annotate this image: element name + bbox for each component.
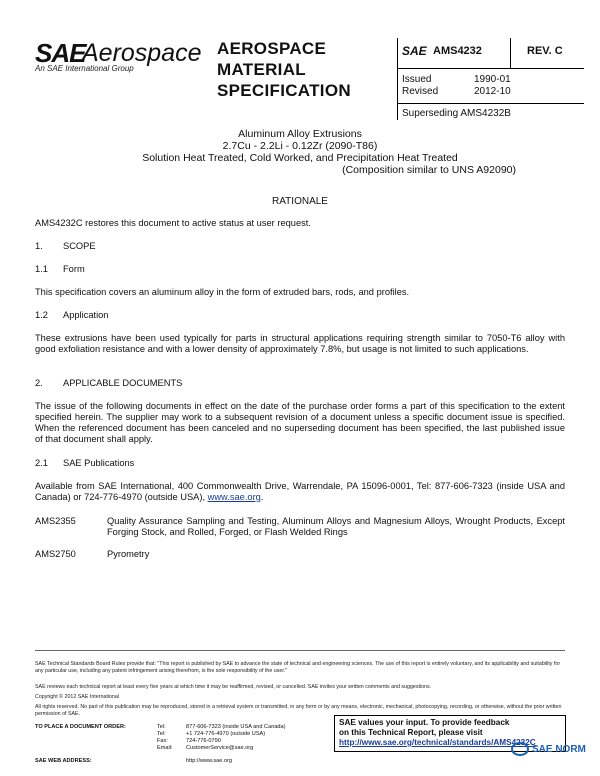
- copyright-text: Copyright © 2012 SAE International: [35, 694, 119, 700]
- composition-note: (Composition similar to UNS A92090): [342, 164, 516, 176]
- footer-review-text: SAE reviews each technical report at least every five years at which time it may be reaffirmed, revised, or cancelled. SAE invites your written comments and suggestions.: [35, 684, 432, 690]
- section-2-heading: [35, 378, 182, 388]
- document-number: AMS4232: [433, 45, 482, 57]
- feedback-line-1: SAE values your input. To provide feedback: [339, 718, 510, 727]
- sae-mini-logo: SAE: [402, 44, 427, 58]
- logo-subtitle: An SAE International Group: [35, 64, 134, 73]
- section-2-1-heading: [35, 458, 134, 468]
- section-number: 1.: [35, 241, 43, 251]
- section-title: Form: [63, 264, 85, 274]
- rights-text: All rights reserved. No part of this publication may be reproduced, stored in a retrieval system or transmitted, in any form or by any means, electronic, mechanical, photocopying, recording, or otherwise, without the prior written permission of SAE.: [35, 704, 562, 717]
- header-vertical-divider: [510, 38, 511, 68]
- section-1-1-text: This specification covers an aluminum alloy in the form of extruded bars, rods, and profiles.: [35, 287, 410, 297]
- issued-label: Issued: [402, 74, 432, 85]
- subtitle-line-3: Solution Heat Treated, Cold Worked, and Precipitation Heat Treated: [142, 152, 458, 164]
- order-email-value: CustomerService@sae.org: [186, 745, 254, 751]
- subtitle-line-1: Aluminum Alloy Extrusions: [238, 128, 362, 140]
- order-value: 877-606-7323 (inside USA and Canada): [186, 724, 286, 730]
- sae-website-link[interactable]: www.sae.org: [207, 492, 261, 502]
- superseding-note: Superseding AMS4232B: [402, 108, 511, 119]
- order-value: +1 724-776-4970 (outside USA): [186, 731, 266, 737]
- title-line-3: SPECIFICATION: [217, 81, 351, 100]
- section-2-text: The issue of the following documents in effect on the date of the purchase order forms a part of this specification to the extent specified herein. The supplier may work to a subsequent revision of a document unless a specific document issue is specified. When the referenced document has been canceled and no superseding document has been specified, the last published issue of that document shall apply.: [35, 401, 565, 444]
- footer-rule: [35, 650, 565, 651]
- section-1-heading: [35, 241, 96, 251]
- section-1-1-heading: [35, 264, 85, 274]
- document-type-title: [217, 38, 351, 101]
- section-number: 2.: [35, 378, 43, 388]
- title-line-2: MATERIAL: [217, 60, 306, 79]
- rationale-text: AMS4232C restores this document to active status at user request.: [35, 218, 311, 228]
- document-subtitle: [0, 128, 600, 164]
- reference-code: AMS2750: [35, 549, 76, 559]
- header-divider-2: [397, 103, 584, 104]
- section-1-2-text: These extrusions have been used typically for parts in structural applications requiring strength similar to 7050-T6 alloy with good exfoliation resistance and with a lower density of approximately 7.8%, but usage is not limited to such applications.: [35, 333, 565, 354]
- section-number: 1.2: [35, 310, 48, 320]
- section-1-2-heading: [35, 310, 108, 320]
- order-key: Fax:: [157, 738, 168, 744]
- order-label: TO PLACE A DOCUMENT ORDER:: [35, 724, 126, 730]
- rationale-heading: RATIONALE: [272, 196, 328, 207]
- section-title: SAE Publications: [63, 458, 135, 468]
- sae-address-text: Available from SAE International, 400 Commonwealth Drive, Warrendale, PA 15096-0001, Tel: 877-606-7323 (inside USA and Canada) or 724-776-4970 (outside USA),: [35, 481, 565, 502]
- section-number: 2.1: [35, 458, 48, 468]
- web-address-value[interactable]: http://www.sae.org: [186, 758, 233, 764]
- section-title: APPLICABLE DOCUMENTS: [63, 378, 183, 388]
- feedback-line-2: on this Technical Report, please visit: [339, 728, 483, 737]
- sentence-end: .: [260, 492, 264, 502]
- revision-label: REV. C: [527, 45, 563, 57]
- reference-title: Pyrometry: [107, 549, 150, 559]
- title-line-1: AEROSPACE: [217, 39, 327, 58]
- revised-label: Revised: [402, 86, 439, 97]
- order-value: 724-776-0790: [186, 738, 221, 744]
- subtitle-line-2: 2.7Cu - 2.2Li - 0.12Zr (2090-T86): [222, 140, 378, 152]
- order-key: Tel:: [157, 724, 166, 730]
- watermark-text: SAE NORM: [532, 744, 586, 755]
- order-key: Email:: [157, 745, 173, 751]
- watermark-logo-icon: [511, 742, 529, 756]
- feedback-link[interactable]: http://www.sae.org/technical/standards/AMS4232C: [339, 738, 536, 747]
- order-key: Tel:: [157, 731, 166, 737]
- section-title: Application: [63, 310, 109, 320]
- web-address-label: SAE WEB ADDRESS:: [35, 758, 92, 764]
- reference-code: AMS2355: [35, 516, 76, 526]
- section-title: SCOPE: [63, 241, 96, 251]
- issued-date: 1990-01: [474, 74, 511, 85]
- reference-title: Quality Assurance Sampling and Testing, Aluminum Alloys and Magnesium Alloys, Wrought Products, Except Forging Stock, and Rolled, Forged, or Flash Welded Rings: [107, 516, 565, 537]
- section-2-1-text: [35, 481, 565, 503]
- sae-logo: SAE: [35, 38, 86, 68]
- aerospace-logo-text: Aerospace: [82, 39, 202, 67]
- header-divider: [397, 68, 584, 69]
- revised-date: 2012-10: [474, 86, 511, 97]
- footer-rules-text: SAE Technical Standards Board Rules provide that: "This report is published by SAE to advance the state of technical and engineering sciences. The use of this report is entirely voluntary, and its applicability and suitability for any particular use, including any patent infringement arising therefrom, is the sole responsibility of the user.": [35, 661, 561, 674]
- section-number: 1.1: [35, 264, 48, 274]
